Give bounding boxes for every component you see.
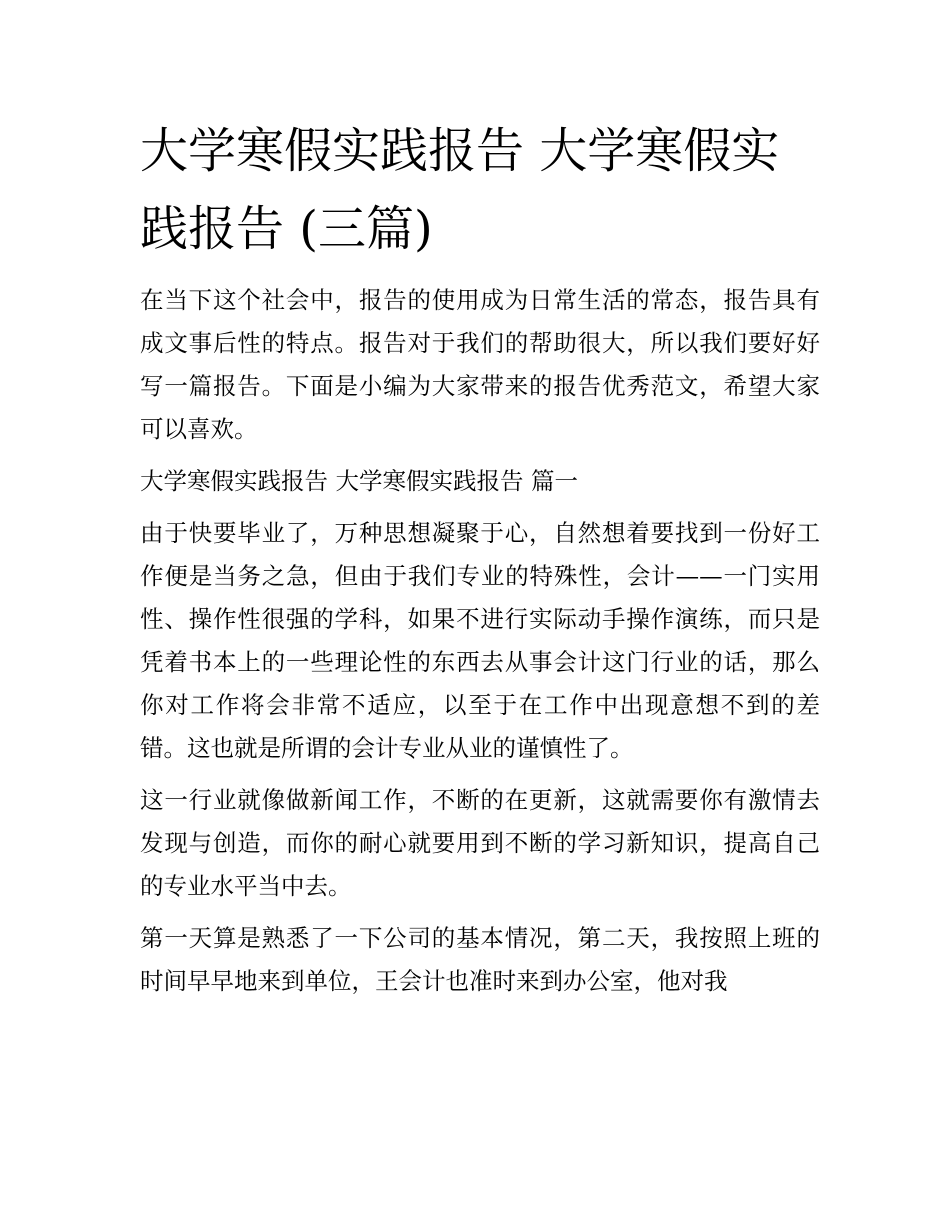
section-heading: 大学寒假实践报告 大学寒假实践报告 篇一 [140, 467, 578, 495]
document-title: 大学寒假实践报告 大学寒假实践报告 (三篇) [140, 123, 780, 257]
body-paragraph: 这一行业就像做新闻工作，不断的在更新，这就需要你有激情去发现与创造，而你的耐心就要用到不断的学习新知识，提高自己的专业水平当中去。 [140, 786, 820, 900]
document-body [140, 279, 820, 1012]
intro-paragraph: 在当下这个社会中，报告的使用成为日常生活的常态，报告具有成文事后性的特点。报告对于我们的帮助很大，所以我们要好好写一篇报告。下面是小编为大家带来的报告优秀范文，希望大家可以喜欢。 [140, 286, 820, 443]
body-paragraph: 第一天算是熟悉了一下公司的基本情况，第二天，我按照上班的时间早早地来到单位，王会计也准时来到办公室，他对我 [140, 924, 820, 995]
body-paragraph: 由于快要毕业了，万种思想凝聚于心，自然想着要找到一份好工作便是当务之急，但由于我们专业的特殊性，会计——一门实用性、操作性很强的学科，如果不进行实际动手操作演练，而只是凭着书本上的一些理论性的东西去从事会计这门行业的话，那么你对工作将会非常不适应，以至于在工作中出现意想不到的差错。这也就是所谓的会计专业从业的谨慎性了。 [140, 519, 820, 762]
